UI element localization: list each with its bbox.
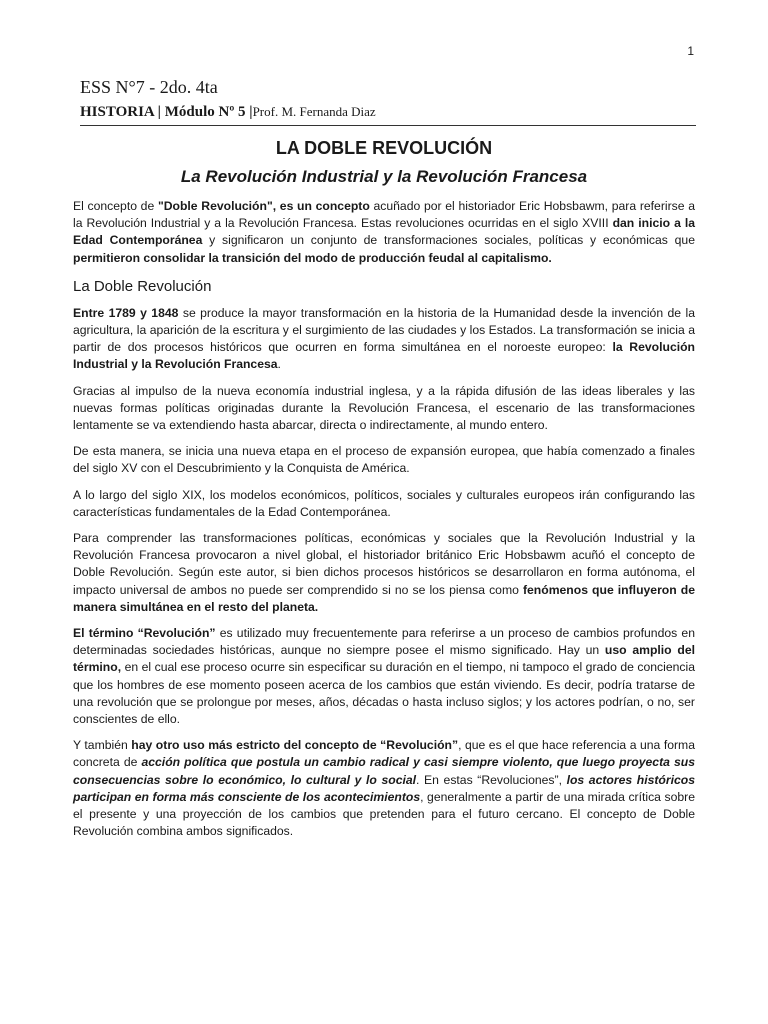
bold-run: la Revolución Industrial y la Revolución Francesa [73, 340, 695, 372]
text-run: , que es el que hace referencia a una forma concreta de [73, 738, 695, 770]
text-run: es utilizado muy frecuentemente para referirse a un proceso de cambios profundos en determinadas sociedades históricas, aunque no siempre posee el mismo significado. Hay un [73, 626, 695, 658]
text-run: acuñado por el historiador Eric Hobsbawm, para referirse a la Revolución Industrial y a la Revolución Francesa. Estas revoluciones ocurridas en el siglo XVIII [73, 199, 695, 231]
bold-run: Entre 1789 y 1848 [73, 305, 179, 320]
text-run: , generalmente a partir de una mirada crítica sobre el presente y una proyección de los cambios que pretenden para el futuro cercano. El concepto de Doble Revolución combina ambos significados. [73, 789, 695, 839]
text-run: y significaron un conjunto de transformaciones sociales, políticas y económicas que [202, 233, 695, 248]
document-title: LA DOBLE REVOLUCIÓN [275, 138, 493, 158]
section-heading: La Doble Revolución [73, 277, 212, 295]
document-subtitle: La Revolución Industrial y la Revolución Francesa [180, 167, 588, 186]
text-run: se produce la mayor transformación en la historia de la Humanidad desde la invención de la agricultura, la aparición de la escritura y el surgimiento de las ciudades y los Estados. La transformación se inicia a partir de dos procesos históricos que ocurren en forma simultánea en el noroeste europeo: [73, 305, 695, 355]
paragraph-3: Gracias al impulso de la nueva economía industrial inglesa, y a la rápida difusión de las ideas liberales y las nuevas formas políticas originadas durante la Revolución Francesa, el escenario de las transformaciones lentamente se va extendiendo hasta abarcar, directa o indirectamente, al mundo entero. [73, 383, 695, 433]
paragraph-7 [73, 625, 695, 728]
paragraph-1 [73, 198, 695, 267]
bold-run: hay otro uso más estricto del concepto de “Revolución” [131, 738, 459, 753]
document-header [80, 76, 696, 126]
paragraph-8 [73, 737, 695, 840]
paragraph-6 [73, 530, 695, 616]
text-run: Para comprender las transformaciones políticas, económicas y sociales que la Revolución Industrial y la Revolución Francesa provocaron a nivel global, el historiador británico Eric Hobsbawm acuñó el concepto de Doble Revolución. Según este autor, si bien dichos procesos históricos se desarrollaron en forma autónoma, el impacto universal de ambos no puede ser comprendido si no se los piensa como [73, 531, 695, 597]
paragraph-5: A lo largo del siglo XIX, los modelos económicos, políticos, sociales y culturales europeos irán configurando las características fundamentales de la Edad Contemporánea. [73, 487, 695, 519]
bold-run: dan inicio a la Edad Contemporánea [73, 216, 696, 248]
bold-italic-run: acción política que postula un cambio radical y casi siempre violento, que luego proyecta sus consecuencias sobre lo económico, lo cultural y lo social [73, 755, 695, 787]
subject-module: HISTORIA | Módulo Nº 5 | [80, 104, 253, 120]
text-run: en el cual ese proceso ocurre sin especificar su duración en el tiempo, ni tampoco el grado de conciencia que los hombres de ese momento poseen acerca de los cambios que están viviendo. Es decir, podría tratarse de una revolución que se prolongue por meses, años, décadas o hasta incluso siglos; y los actores podrían, o no, ser conscientes de ello. [73, 660, 695, 727]
bold-run: fenómenos que influyeron de manera simultánea en el resto del planeta. [73, 582, 695, 614]
school-course: ESS N°7 - 2do. 4ta [80, 77, 218, 97]
bold-italic-run: los actores históricos participan en forma más consciente de los acontecimientos [73, 772, 696, 804]
teacher-name: Prof. M. Fernanda Diaz [252, 104, 376, 119]
text-run: . En estas “Revoluciones”, [416, 772, 567, 787]
page-number: 1 [687, 44, 694, 58]
paragraph-4: De esta manera, se inicia una nueva etapa en el proceso de expansión europea, que había comenzado a finales del siglo XV con el Descubrimiento y la Conquista de América. [73, 444, 695, 476]
text-run: Y también [73, 738, 132, 753]
bold-run: uso amplio del término, [73, 643, 695, 675]
text-run: El concepto de [73, 199, 158, 213]
text-run: . [277, 357, 281, 372]
bold-run: "Doble Revolución", es un concepto [157, 199, 370, 213]
document-body [73, 136, 695, 850]
bold-run: permitieron consolidar la transición del modo de producción feudal al capitalismo. [73, 250, 552, 265]
paragraph-2 [73, 305, 695, 374]
bold-run: El término “Revolución” [73, 626, 216, 641]
subject-line [80, 102, 696, 126]
